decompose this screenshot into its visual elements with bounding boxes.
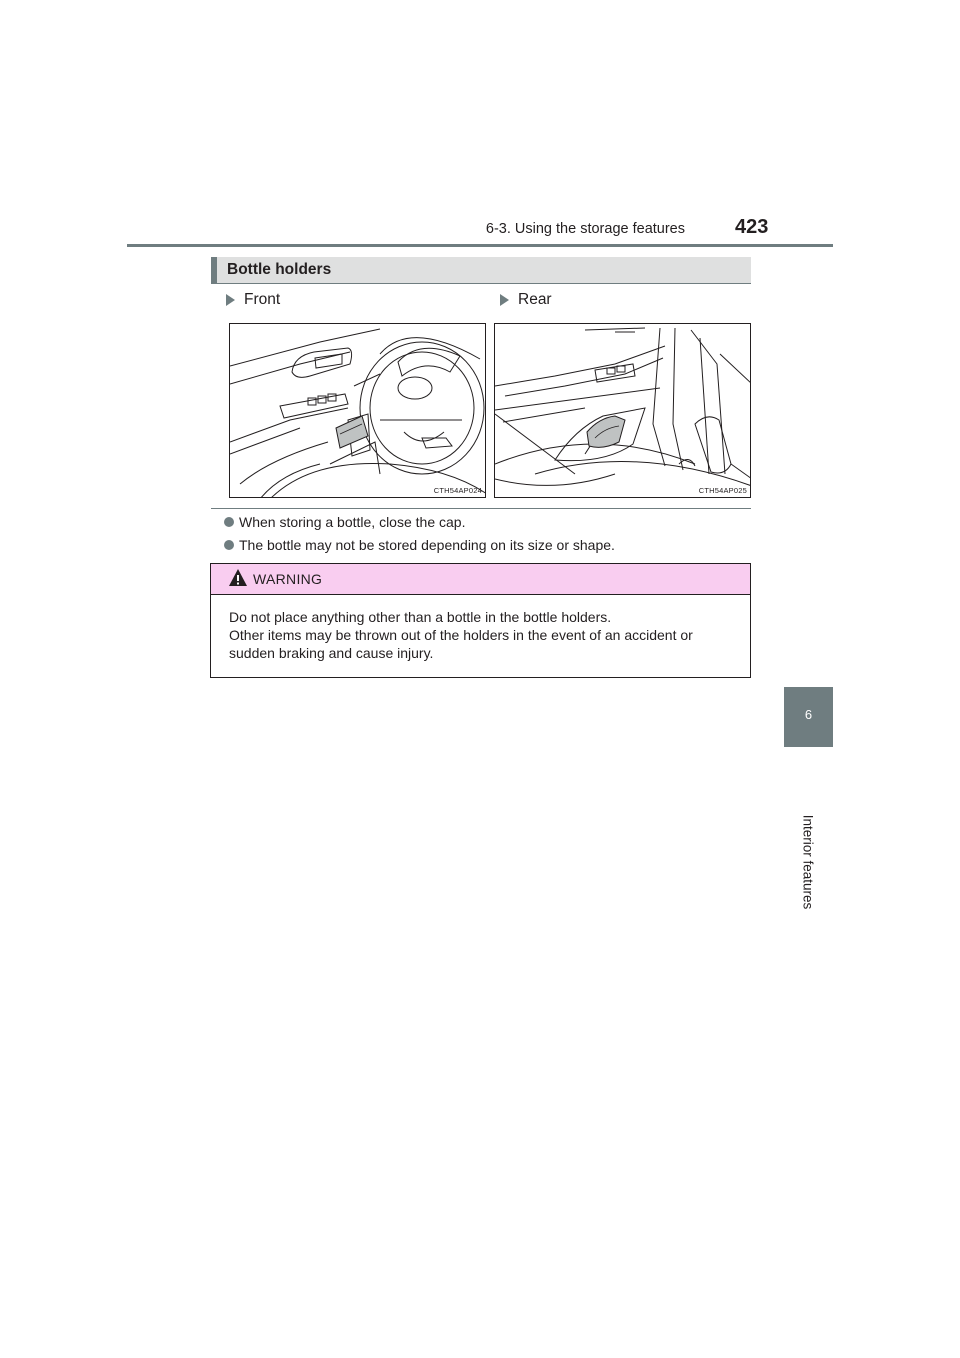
- figure-rear: [494, 323, 751, 498]
- warning-body: [229, 608, 744, 662]
- figure-code-front: CTH54AP024: [433, 486, 482, 495]
- chapter-label-text: Interior features: [800, 814, 816, 910]
- warning-line: Other items may be thrown out of the holders in the event of an accident or: [229, 627, 693, 643]
- figure-label-rear-text: Rear: [518, 291, 552, 308]
- front-bottle-holder-illustration: [230, 324, 486, 498]
- figure-code-rear: CTH54AP025: [698, 486, 747, 495]
- figure-front: [229, 323, 486, 498]
- header-section-title: 6-3. Using the storage features: [485, 221, 685, 237]
- bullet-dot-icon: [224, 517, 234, 527]
- warning-triangle-icon: [228, 568, 248, 588]
- warning-line: sudden braking and cause injury.: [229, 645, 434, 661]
- rear-bottle-holder-illustration: [495, 324, 751, 498]
- warning-line: Do not place anything other than a bottle in the bottle holders.: [229, 609, 612, 625]
- figure-label-rear: [500, 291, 552, 309]
- section-heading: [211, 257, 751, 284]
- figure-label-front: [226, 291, 280, 309]
- triangle-bullet-icon: [500, 294, 509, 306]
- warning-header: [211, 564, 750, 595]
- figure-label-front-text: Front: [244, 291, 281, 308]
- chapter-number: 6: [804, 707, 813, 722]
- section-title: Bottle holders: [227, 261, 332, 278]
- bullet-item: [224, 537, 615, 553]
- chapter-label: [780, 812, 836, 912]
- bullet-text: When storing a bottle, close the cap.: [239, 514, 466, 530]
- header-rule: [127, 244, 833, 247]
- triangle-bullet-icon: [226, 294, 235, 306]
- chapter-tab: [784, 687, 833, 747]
- page-number: 423: [735, 216, 769, 238]
- bullet-item: [224, 514, 465, 530]
- bullet-dot-icon: [224, 540, 234, 550]
- warning-box: [210, 563, 751, 678]
- warning-title: WARNING: [253, 571, 323, 587]
- figure-bottom-rule: [211, 508, 751, 509]
- bullet-text: The bottle may not be stored depending on its size or shape.: [239, 537, 615, 553]
